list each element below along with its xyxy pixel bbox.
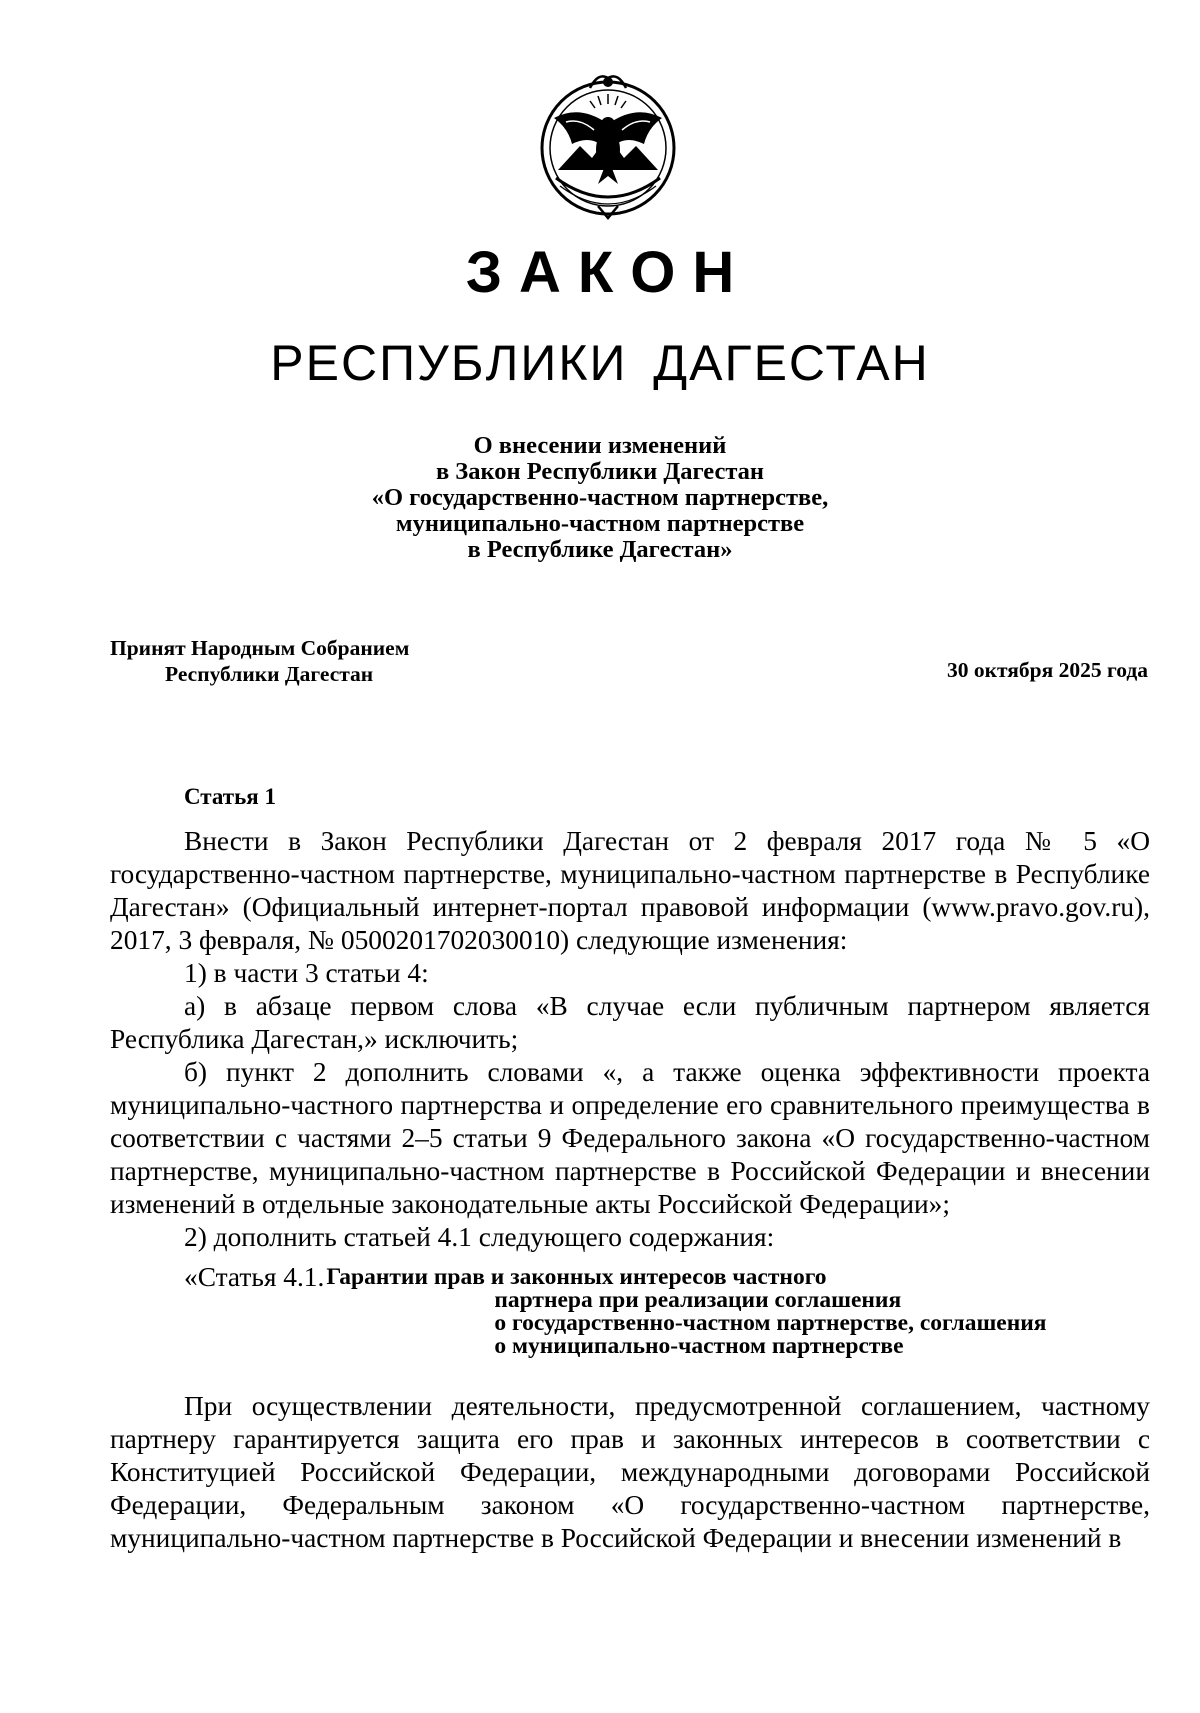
item-1b: б) пункт 2 дополнить словами «, а также оценка эффективности проекта муниципально-частного партнерства и определение его сравнительного преимущества в соответствии с частями 2–5 статьи 9 Федерального закона «О государственно-частном партнерстве, муниципально-частном партнерстве в Российской Федерации и внесении изменений в отдельные законодательные акты Российской Федерации»; (110, 1057, 1150, 1219)
adoption-line-2: Республики Дагестан (165, 662, 374, 686)
heading-line: О внесении изменений (473, 432, 727, 459)
sub-article-title-line: о государственно-частном партнерстве, соглашения (494, 1310, 1047, 1336)
heading-line: в Республике Дагестан» (467, 536, 733, 563)
law-title: ЗАКОН (465, 240, 752, 305)
adoption-date: 30 октября 2025 года (947, 658, 1148, 682)
adoption-statement (110, 635, 409, 687)
sub-article-text: При осуществлении деятельности, предусмотренной соглашением, частному партнеру гарантируется защита его прав и законных интересов в соответствии с Конституцией Российской Федерации, международными договорами Российской Федерации, Федеральным законом «О государственно-частном партнерстве, муниципально-частном партнерстве в Российской Федерации и внесении изменений в (110, 1391, 1150, 1553)
item-1a: а) в абзаце первом слова «В случае если публичным партнером является Республика Дагестан,» исключить; (110, 991, 1150, 1054)
sub-article-label: «Статья 4.1. (184, 1262, 325, 1292)
article-1 (110, 780, 1150, 1555)
heading-line: в Закон Республики Дагестан (435, 458, 765, 485)
heading-line: муниципально-частном партнерстве (395, 510, 805, 537)
item-2: 2) дополнить статьей 4.1 следующего содержания: (184, 1222, 775, 1252)
sub-article-title (324, 1266, 1046, 1358)
sub-article-title-line: о муниципально-частном партнерстве (494, 1333, 904, 1359)
sub-article-heading (184, 1262, 1150, 1359)
document-heading (0, 433, 1200, 563)
law-subtitle: РЕСПУБЛИКИ ДАГЕСТАН (270, 335, 930, 391)
coat-of-arms-emblem (528, 66, 688, 226)
article-heading: Статья 1 (184, 784, 276, 809)
heading-line: «О государственно-частном партнерстве, (371, 484, 829, 511)
item-1: 1) в части 3 статьи 4: (184, 958, 429, 988)
adoption-line-1: Принят Народным Собранием (110, 636, 410, 660)
sub-article-title-line: партнера при реализации соглашения (494, 1287, 902, 1313)
sub-article-title-line: Гарантии прав и законных интересов частного (326, 1264, 827, 1290)
article-intro-paragraph: Внести в Закон Республики Дагестан от 2 февраля 2017 года № 5 «О государственно-частном партнерстве, муниципально-частном партнерстве в Республике Дагестан» (Официальный интернет-портал правовой информации (www.pravo.gov.ru), 2017, 3 февраля, № 0500201702030010) следующие изменения: (110, 826, 1150, 955)
